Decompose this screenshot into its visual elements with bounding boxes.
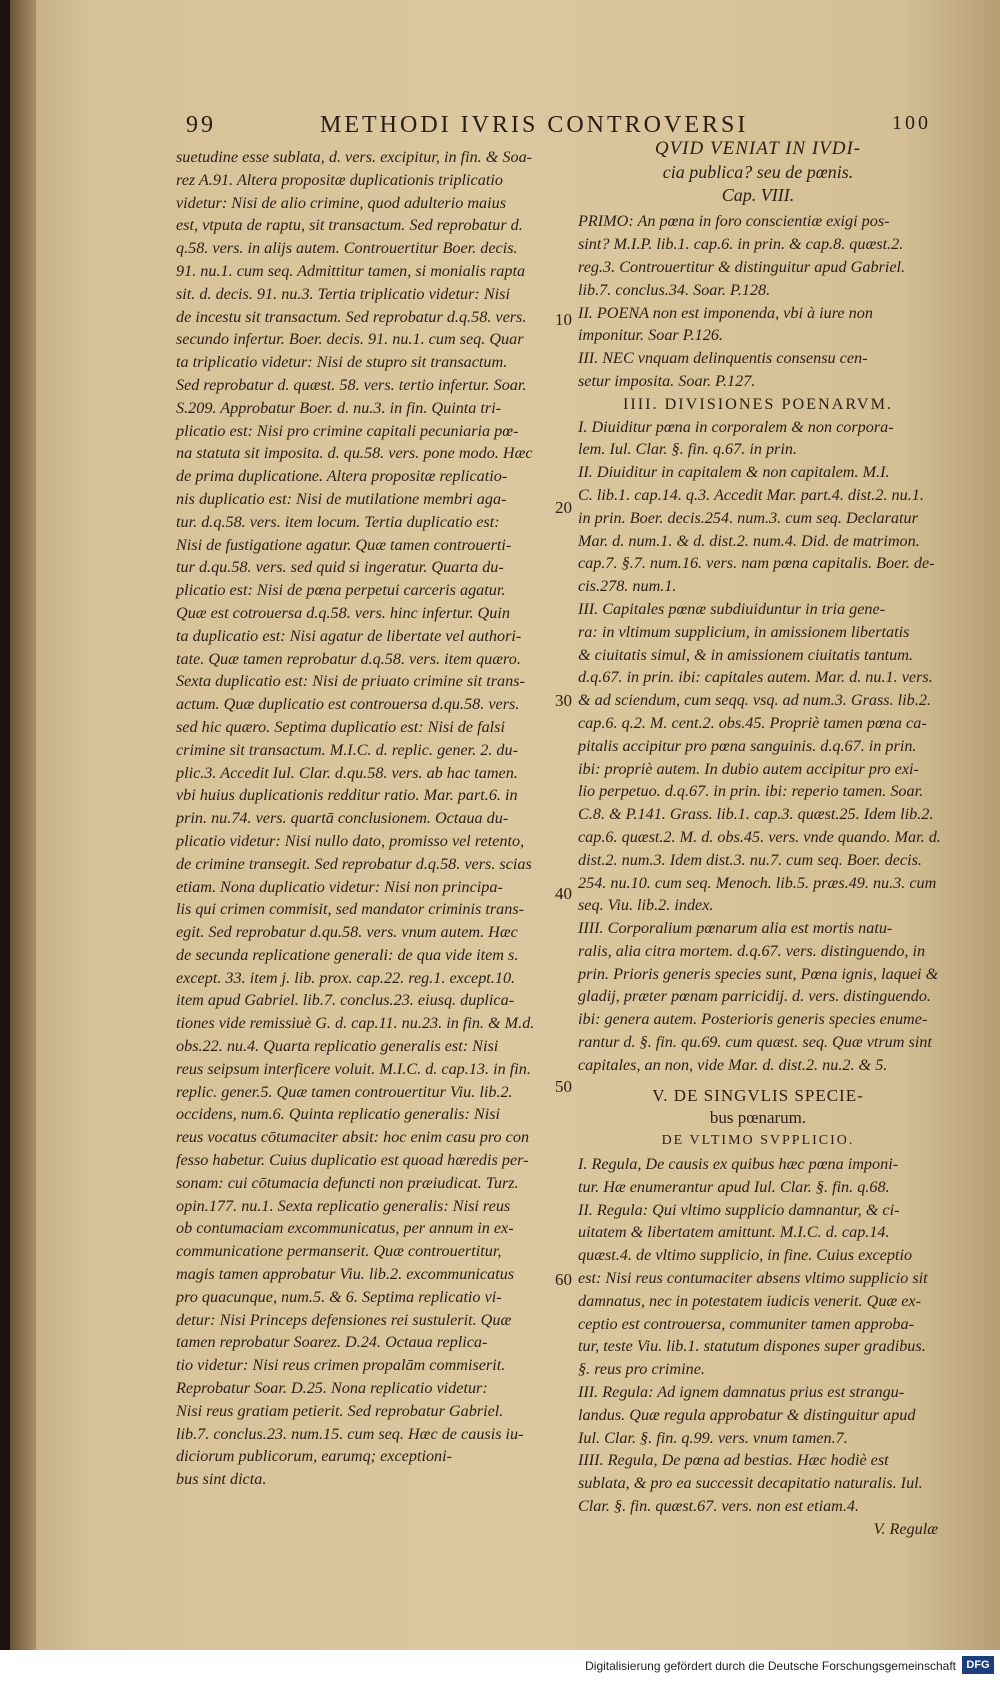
text-line: lib.7. conclus.23. num.15. cum seq. Hæc de causis iu- [176,1424,524,1443]
text-line: item apud Gabriel. lib.7. conclus.23. eiusq. duplica- [176,991,515,1010]
chapter-number: Cap. VIII. [721,184,795,205]
text-line: III. Capitales pœnæ subdiuiduntur in tria gene- [578,599,886,618]
book-spine-shadow [10,0,36,1650]
text-line: IIII. Corporalium pœnarum alia est mortis natu- [578,919,893,938]
text-line: tur d.qu.58. vers. sed quid si ingeratur. Quarta du- [176,558,504,577]
text-line: lem. Iul. Clar. §. fin. q.67. in prin. [578,440,797,459]
text-line: rez A.91. Altera propositæ duplicationis triplicatio [176,170,503,189]
text-line: plicatio est: Nisi de pœna perpetui carceris agatur. [176,581,506,600]
text-line: cis.278. num.1. [578,577,677,596]
text-line: IIII. Regula, De pœna ad bestias. Hæc hodiè est [578,1451,889,1470]
text-line: tiones vide remissiuè G. d. cap.11. nu.23. in fin. & M.d. [176,1014,535,1033]
text-line: tur. Hæ enumerantur apud Iul. Clar. §. fin. q.68. [578,1177,890,1196]
text-line: seq. Viu. lib.2. index. [578,896,714,915]
text-line: sit. d. decis. 91. nu.3. Tertia triplicatio videtur: Nisi [176,284,510,303]
text-line: in prin. Boer. decis.254. num.3. cum seq. Declaratur [578,508,918,527]
text-line: nis duplicatio est: Nisi de mutilatione membri aga- [176,489,507,508]
text-line: opin.177. nu.1. Sexta replicatio generalis: Nisi reus [176,1196,511,1215]
text-line: S.209. Approbatur Boer. d. nu.3. in fin. Quinta tri- [176,398,502,417]
text-line: PRIMO: An pœna in foro conscientiæ exigi pos- [578,212,890,231]
text-line: plic.3. Accedit Iul. Clar. d.qu.58. vers. ab hac tamen. [176,763,518,782]
text-line: damnatus, nec in potestatem iudicis venerit. Quæ ex- [578,1291,922,1310]
text-line: d.q.67. in prin. ibi: capitales autem. Mar. d. nu.1. vers. [578,668,933,687]
text-line: 91. nu.1. cum seq. Admittitur tamen, si monialis rapta [176,261,526,280]
text-line: Quæ est cotrouersa d.q.58. vers. hinc infertur. Quin [176,603,510,622]
text-line: tur, teste Viu. lib.1. statutum dispones super gradibus. [578,1337,926,1356]
text-line: ibi: propriè autem. In dubio autem accipitur pro exi- [578,759,919,778]
text-line: II. Diuiditur in capitalem & non capitalem. M.I. [578,463,890,482]
text-line: Iul. Clar. §. fin. q.99. vers. vnum tamen.7. [578,1428,848,1447]
text-line: lis qui crimen commisit, sed mandator criminis trans- [176,900,525,919]
text-line: reg.3. Controuertitur & distinguitur apud Gabriel. [578,257,906,276]
text-line: Nisi reus gratiam petierit. Sed reprobatur Gabriel. [176,1401,504,1420]
text-line: Reprobatur Soar. D.25. Nona replicatio videtur: [176,1379,488,1398]
paragraph-ii: II. POENA non est imponenda, vbi à iure non [578,303,873,322]
text-line: prin. nu.74. vers. quartā conclusionem. Octaua du- [176,809,509,828]
digitization-footer [0,1650,1000,1682]
text-line: occidens, num.6. Quinta replicatio generalis: Nisi [176,1105,501,1124]
text-line: cap.7. §.7. num.16. vers. nam pœna capitalis. Boer. de- [578,554,935,573]
text-line: ibi: genera autem. Posterioris generis species enume- [578,1010,928,1029]
funding-credit: Digitalisierung gefördert durch die Deutsche Forschungsgemeinschaft [585,1659,956,1673]
text-line: suetudine esse sublata, d. vers. excipitur, in fin. & Soa- [176,148,533,166]
text-line: diciorum publicorum, earumq; exceptioni- [176,1447,453,1466]
text-line: landus. Quæ regula approbatur & distinguitur apud [578,1405,916,1424]
book-page [10,0,1000,1650]
text-line: ralis, alia citra mortem. d.q.67. vers. distinguendo, in [578,941,926,960]
text-line: rantur d. §. fin. qu.69. cum quæst. seq. Quæ vtrum sint [578,1033,932,1052]
text-line: magis tamen approbatur Viu. lib.2. excommunicatus [176,1265,515,1284]
text-line: pitalis accipitur pro pœna sanguinis. d.q.67. in prin. [578,736,917,755]
text-line: Clar. §. fin. quæst.67. vers. non est etiam.4. [578,1497,860,1516]
text-line: secundo infertur. Boer. decis. 91. nu.1. cum seq. Quar [176,330,524,349]
text-line: reus seipsum interficere voluit. M.I.C. d. cap.13. in fin. [176,1059,531,1078]
text-line: sint? M.I.P. lib.1. cap.6. in prin. & cap.8. quæst.2. [578,235,904,254]
paragraph-ii-cont: imponitur. Soar P.126. [578,326,723,345]
right-column-text [578,138,941,1541]
text-line: & ad sciendum, cum seqq. vsq. ad num.3. Grass. lib.2. [578,691,931,710]
text-line: ra: in vltimum supplicium, in amissionem libertatis [578,622,910,641]
catchword: V. Regulæ [873,1519,938,1538]
line-number: 50 [555,1077,572,1096]
text-line: uitatem & libertatem amittunt. M.I.C. d. cap.14. [578,1223,890,1242]
text-line: vbi huius duplicationis redditur ratio. Mar. part.6. in [176,786,518,805]
chapter-title: QVID VENIAT IN IVDI- [654,138,862,159]
text-line: de secunda replicatione generali: de qua vide item s. [176,945,519,964]
text-line: pro quacunque, num.5. & 6. Septima replicatio vi- [176,1287,502,1306]
text-line: 254. nu.10. cum seq. Menoch. lib.5. præs.49. nu.3. cum [578,873,937,892]
text-line: Sed reprobatur d. quæst. 58. vers. tertio infertur. Soar. [176,375,527,394]
text-line: III. Regula: Ad ignem damnatus prius est strangu- [578,1383,905,1402]
text-line: plicatio est: Nisi pro crimine capitali pecuniaria pœ- [176,421,519,440]
text-line: q.58. vers. in alijs autem. Controuertitur Boer. decis. [176,239,518,258]
left-column-text [176,146,548,1491]
text-line: de crimine transegit. Sed reprobatur d.q.58. vers. scias [176,854,532,873]
text-line: cap.6. q.2. M. cent.2. obs.45. Propriè tamen pœna ca- [578,713,927,732]
text-line: lio perpetuo. d.q.67. in prin. ibi: reperio tamen. Soar. [578,782,924,801]
line-number: 20 [555,498,572,517]
text-line: na statuta sit imposita. d. qu.58. vers. pone modo. Hæc [176,444,533,463]
text-line: tate. Quæ tamen reprobatur d.q.58. vers. item quæro. [176,649,521,668]
text-line: Sexta duplicatio est: Nisi de priuato crimine sit trans- [176,672,525,691]
text-line: II. Regula: Qui vltimo supplicio damnantur, & ci- [578,1200,900,1219]
text-line: Nisi de fustigatione agatur. Quæ tamen controuerti- [176,535,512,554]
line-number: 40 [555,884,572,903]
text-line: de prima duplicatione. Altera propositæ replicatio- [176,467,508,486]
text-line: gladij, præter pœnam parricidij. d. vers. distinguendo. [578,987,931,1006]
text-line: de incestu sit transactum. Sed reprobatur d.q.58. vers. [176,307,527,326]
text-line: etiam. Nona duplicatio videtur: Nisi non principa- [176,877,503,896]
text-line: bus sint dicta. [176,1470,267,1489]
text-line: plicatio videtur: Nisi nullo dato, promisso vel retento, [176,831,525,850]
text-line: prin. Prioris generis species sunt, Pœna ignis, laquei & [578,964,939,983]
text-line: §. reus pro crimine. [578,1360,705,1379]
divisions-body [578,416,941,1077]
text-line: lib.7. conclus.34. Soar. P.128. [578,280,771,299]
section-heading-iiii: IIII. DIVISIONES POENARVM. [622,394,894,413]
text-line: cap.6. quæst.2. M. d. obs.45. vers. vnde quando. Mar. d. [578,827,941,846]
text-line: C.8. & P.141. Grass. lib.1. cap.3. quæst.25. Idem lib.2. [578,805,934,824]
text-line: ta triplicatio videtur: Nisi de stupro sit transactum. [176,353,508,372]
text-line: sonam: cui cōtumacia defuncti non præiudicat. Turz. [176,1173,519,1192]
paragraph-iii-cont: setur imposita. Soar. P.127. [578,371,756,390]
rules-body [578,1153,938,1518]
text-line: & ciuitatis simul, & in amissionem ciuitatis tantum. [578,645,913,664]
first-paragraph [578,210,938,301]
text-line: capitales, an non, vide Mar. d. dist.2. nu.2. & 5. [578,1055,888,1074]
paragraph-iii: III. NEC vnquam delinquentis consensu cen- [578,349,868,368]
running-title: METHODI IVRIS CONTROVERSI [320,112,749,138]
text-line: reus vocatus cōtumaciter absit: hoc enim casu pro con [176,1128,530,1147]
text-line: quæst.4. de vltimo supplicio, in fine. Cuius exceptio [578,1246,913,1265]
right-page-number: 100 [892,112,931,134]
line-number: 30 [555,691,572,710]
line-number: 60 [555,1270,572,1289]
text-line: C. lib.1. cap.14. q.3. Accedit Mar. part.4. dist.2. nu.1. [578,485,924,504]
left-page-number: 99 [186,112,216,138]
text-line: detur: Nisi Princeps defensiones rei sustulerit. Quæ [176,1310,512,1329]
text-line: ta duplicatio est: Nisi agatur de libertate vel authori- [176,626,522,645]
section-heading-v: V. DE SINGVLIS SPECIE- [652,1085,864,1105]
text-line: ob contumaciam excommunicatus, per annum in ex- [176,1219,514,1238]
text-line: crimine sit transactum. M.I.C. d. replic. gener. 2. du- [176,740,518,759]
chapter-title-cont: cia publica? seu de pœnis. [662,161,854,182]
section-heading-v-cont: bus pœnarum. [709,1108,807,1128]
text-line: tur. d.q.58. vers. item locum. Tertia duplicatio est: [176,512,500,531]
text-line: replic. gener.5. Quæ tamen controuertitur Viu. lib.2. [176,1082,513,1101]
text-line: Mar. d. num.1. & d. dist.2. num.4. Did. de matrimon. [578,531,920,550]
text-line: actum. Quæ duplicatio est controuersa d.qu.58. vers. [176,695,520,714]
text-line: est, vtputa de raptu, sit transactum. Sed reprobatur d. [176,216,523,235]
text-line: ceptio est controuersa, communiter tamen approba- [578,1314,914,1333]
text-line: obs.22. nu.4. Quarta replicatio generalis est: Nisi [176,1037,499,1056]
text-line: fesso habetur. Cuius duplicatio est quoad hæredis per- [176,1151,529,1170]
text-line: communicatione permanserit. Quæ controuertitur, [176,1242,502,1261]
text-line: tamen reprobatur Soarez. D.24. Octaua replica- [176,1333,488,1352]
text-line: I. Diuiditur pœna in corporalem & non corpora- [578,417,894,436]
text-line: I. Regula, De causis ex quibus hæc pœna imponi- [578,1155,899,1174]
text-line: except. 33. item j. lib. prox. cap.22. reg.1. except.10. [176,968,516,987]
text-line: tio videtur: Nisi reus crimen propalām commiserit. [176,1356,506,1375]
text-line: videtur: Nisi de alio crimine, quod adulterio maius [176,193,507,212]
dfg-logo: DFG [962,1656,994,1674]
text-line: sed hic quæro. Septima duplicatio est: Nisi de falsi [176,717,505,736]
text-line: est: Nisi reus contumaciter absens vltimo supplicio sit [578,1269,928,1288]
text-line: egit. Sed reprobatur d.qu.58. vers. vnum autem. Hæc [176,923,518,942]
text-line: sublata, & pro ea successit decapitatio naturalis. Iul. [578,1474,923,1493]
text-line: dist.2. num.3. Idem dist.3. nu.7. cum seq. Boer. decis. [578,850,922,869]
line-number: 10 [555,310,572,329]
subsection-heading: DE VLTIMO SVPPLICIO. [661,1133,855,1149]
